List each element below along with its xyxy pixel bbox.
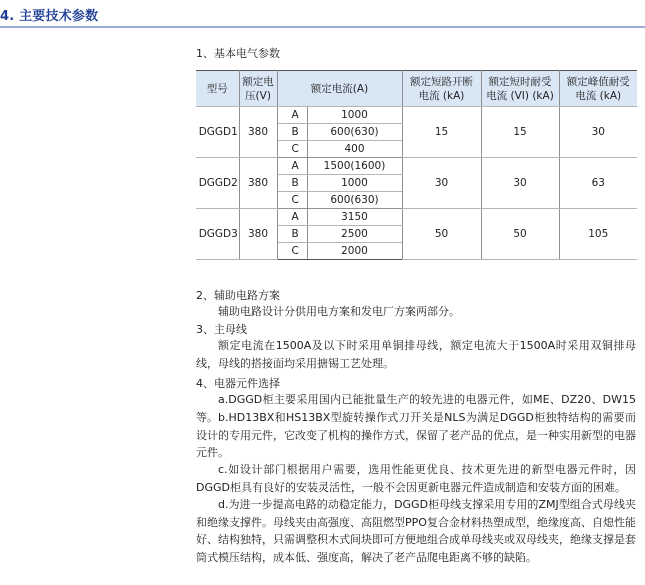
- cell-short-time: 50: [481, 209, 559, 260]
- cell-sub: A: [277, 209, 307, 226]
- cell-model: DGGD3: [196, 209, 239, 260]
- header-breaking-current: 额定短路开断 电流 (kA): [402, 71, 481, 107]
- cell-sub: C: [277, 243, 307, 260]
- cell-breaking: 50: [402, 209, 481, 260]
- cell-sub: C: [277, 141, 307, 158]
- section-heading-2: 2、辅助电路方案: [196, 289, 280, 302]
- page-header: [0, 0, 645, 30]
- cell-sub: A: [277, 107, 307, 124]
- paragraph-main-busbar: 额定电流在1500A及以下时采用单铜排母线，额定电流大于1500A时采用双铜排母线，母线的搭接面均采用搪锡工艺处理。: [196, 339, 636, 370]
- header-peak-current: 额定峰值耐受 电流 (kA): [559, 71, 637, 107]
- cell-sub: B: [277, 124, 307, 141]
- header-short-time-current: 额定短时耐受 电流 (VI) (kA): [481, 71, 559, 107]
- section-heading-4: 4、电器元件选择: [196, 377, 280, 390]
- paragraph-component-b: b.HD13BX和HS13BX型旋转操作式刀开关是NLS为满足DGGD柜独特结构的需要而设计的专用元件，它改变了机构的操作方式，保留了老产品的优点，是一种实用新型的电器元件。: [196, 411, 636, 460]
- cell-sub: B: [277, 226, 307, 243]
- cell-sub: A: [277, 158, 307, 175]
- cell-current: 2500: [307, 226, 402, 243]
- cell-voltage: 380: [239, 107, 277, 158]
- header-model: 型号: [196, 71, 239, 107]
- cell-voltage: 380: [239, 158, 277, 209]
- cell-peak: 63: [559, 158, 637, 209]
- cell-voltage: 380: [239, 209, 277, 260]
- table-row: [196, 107, 637, 124]
- cell-peak: 30: [559, 107, 637, 158]
- cell-current: 600(630): [307, 192, 402, 209]
- cell-model: DGGD2: [196, 158, 239, 209]
- cell-current: 1500(1600): [307, 158, 402, 175]
- cell-current: 1000: [307, 107, 402, 124]
- paragraph-component-d: d.为进一步提高电路的动稳定能力，DGGD柜母线支撑采用专用的ZMJ型组合式母线夹和绝缘支撑件。母线夹由高强度、高阻燃型PPO复合金材料热塑成型，绝缘度高、自熄性能好、结构独特，只需调整积木式间块即可方便地组合成单母线夹或双母线夹，绝缘支撑是套筒式模压结构，成本低、强度高，解决了老产品爬电距离不够的缺陷。: [196, 498, 636, 564]
- cell-current: 3150: [307, 209, 402, 226]
- cell-model: DGGD1: [196, 107, 239, 158]
- paragraph-component-c: c.如设计部门根据用户需要，选用性能更优良、技术更先进的新型电器元件时，因DGGD柜具有良好的安装灵活性，一般不会因更新电器元件造成制造和安装方面的困难。: [196, 463, 636, 494]
- cell-short-time: 15: [481, 107, 559, 158]
- section-heading-1: 1、基本电气参数: [196, 47, 280, 60]
- cell-current: 2000: [307, 243, 402, 260]
- header-rule: [0, 26, 645, 28]
- paragraph-component-a: a.DGGD柜主要采用国内已能批量生产的较先进的电器元件，如ME、DZ20、DW15等。: [196, 393, 636, 424]
- cell-breaking: 15: [402, 107, 481, 158]
- cell-breaking: 30: [402, 158, 481, 209]
- page-title: 4. 主要技术参数: [0, 9, 99, 24]
- cell-sub: B: [277, 175, 307, 192]
- cell-current: 600(630): [307, 124, 402, 141]
- cell-peak: 105: [559, 209, 637, 260]
- electrical-parameters-table: [196, 70, 637, 260]
- section-heading-3: 3、主母线: [196, 323, 247, 336]
- cell-current: 1000: [307, 175, 402, 192]
- table-header-row: [196, 71, 637, 107]
- header-rated-current: 额定电流(A): [277, 71, 402, 107]
- table-row: [196, 158, 637, 175]
- table-row: [196, 209, 637, 226]
- paragraph-aux-circuit: 辅助电路设计分供用电方案和发电厂方案两部分。: [218, 305, 460, 318]
- cell-sub: C: [277, 192, 307, 209]
- cell-short-time: 30: [481, 158, 559, 209]
- header-rated-voltage: 额定电 压(V): [239, 71, 277, 107]
- cell-current: 400: [307, 141, 402, 158]
